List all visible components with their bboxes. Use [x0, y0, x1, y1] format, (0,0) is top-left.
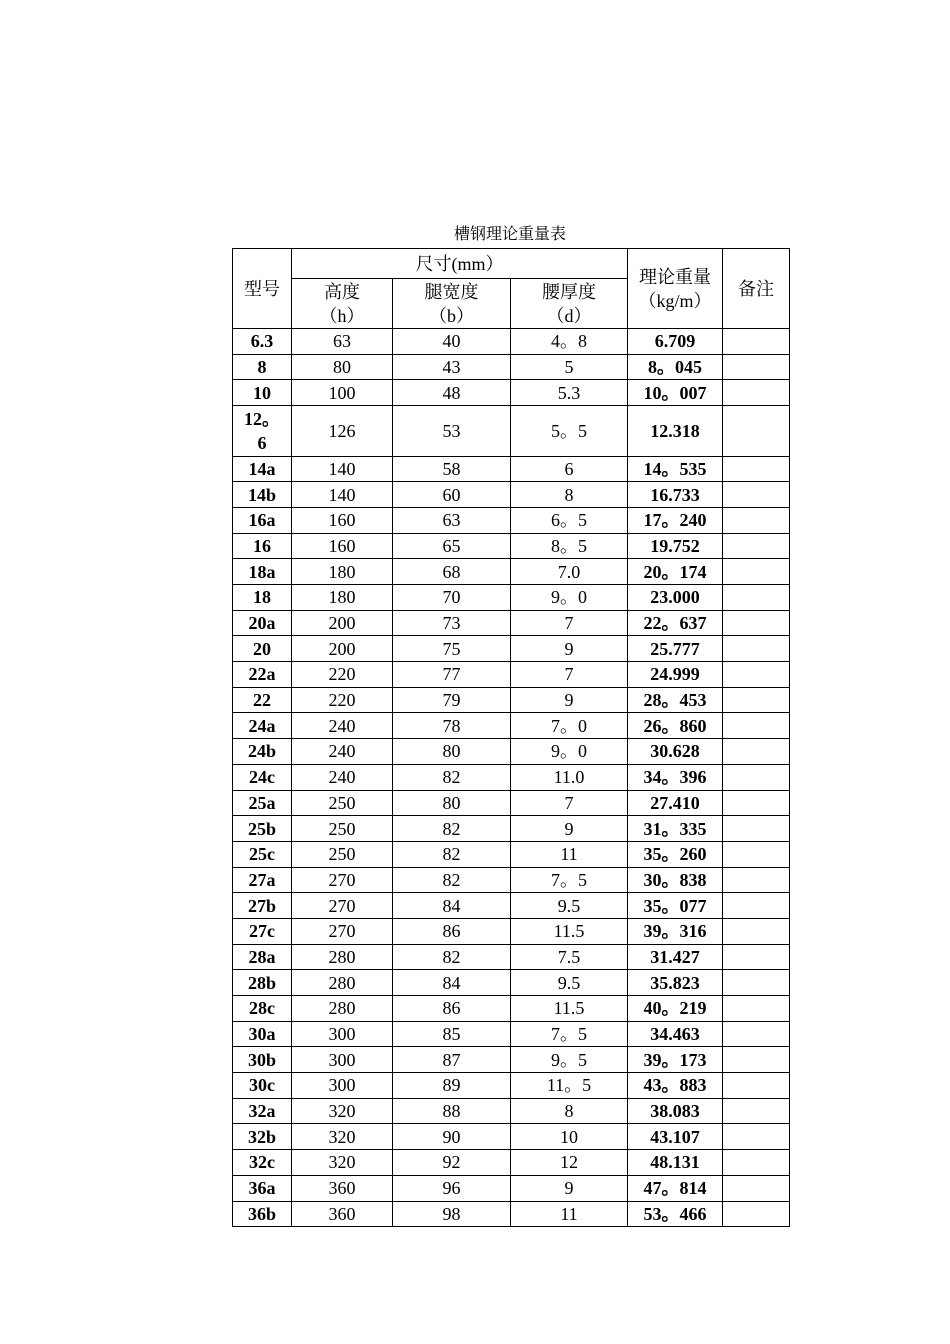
cell-leg-width: 86: [393, 996, 511, 1022]
cell-leg-width: 88: [393, 1098, 511, 1124]
cell-model: 24c: [233, 764, 292, 790]
cell-leg-width: 82: [393, 944, 511, 970]
cell-waist-thickness: 5。5: [511, 406, 628, 457]
cell-model: 6.3: [233, 329, 292, 355]
cell-model: 25c: [233, 841, 292, 867]
cell-waist-thickness: 11.5: [511, 918, 628, 944]
header-waist-symbol: （d）: [546, 305, 592, 326]
table-row: [233, 1047, 790, 1073]
cell-weight: 35。260: [628, 841, 723, 867]
header-waist-label: 腰厚度: [542, 281, 597, 302]
cell-height: 80: [292, 354, 393, 380]
header-dimensions: 尺寸(mm）: [292, 249, 628, 279]
cell-remark: [723, 1201, 790, 1227]
cell-height: 280: [292, 970, 393, 996]
table-row: [233, 482, 790, 508]
cell-remark: [723, 816, 790, 842]
cell-height: 250: [292, 816, 393, 842]
cell-remark: [723, 1124, 790, 1150]
cell-waist-thickness: 7。5: [511, 1021, 628, 1047]
cell-leg-width: 58: [393, 456, 511, 482]
cell-remark: [723, 354, 790, 380]
cell-model: 24b: [233, 739, 292, 765]
cell-leg-width: 87: [393, 1047, 511, 1073]
table-row: [233, 1175, 790, 1201]
table-row: [233, 636, 790, 662]
cell-model: 16: [233, 533, 292, 559]
cell-height: 300: [292, 1047, 393, 1073]
cell-leg-width: 82: [393, 841, 511, 867]
cell-waist-thickness: 11.0: [511, 764, 628, 790]
table-row: [233, 533, 790, 559]
cell-model: 30c: [233, 1073, 292, 1099]
cell-leg-width: 96: [393, 1175, 511, 1201]
cell-waist-thickness: 6。5: [511, 507, 628, 533]
cell-remark: [723, 329, 790, 355]
cell-waist-thickness: 7.5: [511, 944, 628, 970]
cell-model: 25b: [233, 816, 292, 842]
table-row: [233, 764, 790, 790]
header-height-symbol: （h）: [319, 305, 365, 326]
cell-remark: [723, 713, 790, 739]
table-row: [233, 893, 790, 919]
cell-height: 360: [292, 1201, 393, 1227]
cell-weight: 31.427: [628, 944, 723, 970]
cell-remark: [723, 996, 790, 1022]
cell-waist-thickness: 9: [511, 1175, 628, 1201]
cell-model: 20a: [233, 610, 292, 636]
table-row: [233, 585, 790, 611]
cell-waist-thickness: 11。5: [511, 1073, 628, 1099]
table-row: [233, 1201, 790, 1227]
cell-weight: 31。335: [628, 816, 723, 842]
header-remark: 备注: [723, 249, 790, 329]
cell-leg-width: 70: [393, 585, 511, 611]
cell-remark: [723, 739, 790, 765]
cell-height: 240: [292, 764, 393, 790]
cell-leg-width: 92: [393, 1150, 511, 1176]
cell-model: 18: [233, 585, 292, 611]
cell-remark: [723, 790, 790, 816]
cell-remark: [723, 610, 790, 636]
table-header: [233, 249, 790, 329]
cell-leg-width: 43: [393, 354, 511, 380]
cell-height: 200: [292, 610, 393, 636]
cell-leg-width: 48: [393, 380, 511, 406]
table-body: [233, 329, 790, 1227]
cell-remark: [723, 380, 790, 406]
cell-weight: 10。007: [628, 380, 723, 406]
cell-waist-thickness: 7.0: [511, 559, 628, 585]
cell-height: 300: [292, 1021, 393, 1047]
cell-leg-width: 84: [393, 893, 511, 919]
cell-weight: 19.752: [628, 533, 723, 559]
table-row: [233, 354, 790, 380]
cell-waist-thickness: 10: [511, 1124, 628, 1150]
cell-model: 18a: [233, 559, 292, 585]
cell-model: 10: [233, 380, 292, 406]
cell-waist-thickness: 8: [511, 1098, 628, 1124]
header-model: 型号: [233, 249, 292, 329]
cell-leg-width: 60: [393, 482, 511, 508]
header-leg-width-label: 腿宽度: [424, 281, 479, 302]
cell-model: 27a: [233, 867, 292, 893]
cell-model: 28b: [233, 970, 292, 996]
cell-weight: 39。316: [628, 918, 723, 944]
cell-remark: [723, 893, 790, 919]
cell-leg-width: 89: [393, 1073, 511, 1099]
cell-remark: [723, 841, 790, 867]
cell-model: 8: [233, 354, 292, 380]
cell-height: 126: [292, 406, 393, 457]
header-height: [292, 279, 393, 329]
cell-remark: [723, 867, 790, 893]
cell-height: 160: [292, 507, 393, 533]
table-row: [233, 456, 790, 482]
cell-model: 32c: [233, 1150, 292, 1176]
header-leg-width: [393, 279, 511, 329]
cell-weight: 23.000: [628, 585, 723, 611]
cell-weight: 43。883: [628, 1073, 723, 1099]
cell-weight: 17。240: [628, 507, 723, 533]
cell-weight: 47。814: [628, 1175, 723, 1201]
header-weight: [628, 249, 723, 329]
table-row: [233, 662, 790, 688]
table-row: [233, 790, 790, 816]
cell-height: 200: [292, 636, 393, 662]
cell-waist-thickness: 9。5: [511, 1047, 628, 1073]
cell-height: 220: [292, 662, 393, 688]
cell-model: 36a: [233, 1175, 292, 1201]
table-row: [233, 970, 790, 996]
cell-leg-width: 82: [393, 816, 511, 842]
table-row: [233, 713, 790, 739]
cell-height: 240: [292, 713, 393, 739]
cell-waist-thickness: 7。5: [511, 867, 628, 893]
cell-weight: 26。860: [628, 713, 723, 739]
cell-waist-thickness: 9: [511, 816, 628, 842]
cell-model: 14b: [233, 482, 292, 508]
cell-leg-width: 79: [393, 687, 511, 713]
cell-leg-width: 53: [393, 406, 511, 457]
cell-remark: [723, 636, 790, 662]
cell-waist-thickness: 7: [511, 790, 628, 816]
table-row: [233, 1150, 790, 1176]
cell-remark: [723, 585, 790, 611]
table-row: [233, 559, 790, 585]
table-row: [233, 1098, 790, 1124]
cell-waist-thickness: 11: [511, 841, 628, 867]
cell-remark: [723, 764, 790, 790]
header-weight-unit: （kg/m）: [638, 290, 712, 311]
cell-weight: 30。838: [628, 867, 723, 893]
cell-model: 32a: [233, 1098, 292, 1124]
cell-weight: 38.083: [628, 1098, 723, 1124]
cell-weight: 39。173: [628, 1047, 723, 1073]
cell-remark: [723, 1021, 790, 1047]
header-weight-label: 理论重量: [639, 266, 712, 287]
cell-waist-thickness: 11: [511, 1201, 628, 1227]
table-row: [233, 867, 790, 893]
cell-remark: [723, 1150, 790, 1176]
cell-remark: [723, 944, 790, 970]
cell-height: 180: [292, 585, 393, 611]
cell-weight: 27.410: [628, 790, 723, 816]
cell-model: 22: [233, 687, 292, 713]
table-row: [233, 329, 790, 355]
cell-height: 280: [292, 996, 393, 1022]
cell-remark: [723, 1098, 790, 1124]
table-row: [233, 739, 790, 765]
header-waist-thickness: [511, 279, 628, 329]
cell-waist-thickness: 9: [511, 636, 628, 662]
cell-waist-thickness: 11.5: [511, 996, 628, 1022]
cell-remark: [723, 1073, 790, 1099]
channel-steel-weight-table: [232, 248, 790, 1227]
cell-height: 300: [292, 1073, 393, 1099]
cell-waist-thickness: 12: [511, 1150, 628, 1176]
table-row: [233, 841, 790, 867]
cell-height: 220: [292, 687, 393, 713]
cell-height: 250: [292, 790, 393, 816]
table-row: [233, 816, 790, 842]
cell-leg-width: 63: [393, 507, 511, 533]
cell-remark: [723, 687, 790, 713]
table-row: [233, 1073, 790, 1099]
cell-waist-thickness: 9.5: [511, 970, 628, 996]
cell-waist-thickness: 5.3: [511, 380, 628, 406]
cell-waist-thickness: 5: [511, 354, 628, 380]
cell-leg-width: 80: [393, 739, 511, 765]
cell-remark: [723, 482, 790, 508]
cell-height: 160: [292, 533, 393, 559]
cell-waist-thickness: 9.5: [511, 893, 628, 919]
header-leg-width-symbol: （b）: [429, 305, 474, 326]
cell-remark: [723, 559, 790, 585]
cell-weight: 40。219: [628, 996, 723, 1022]
cell-leg-width: 40: [393, 329, 511, 355]
table-row: [233, 996, 790, 1022]
cell-waist-thickness: 7: [511, 610, 628, 636]
cell-weight: 43.107: [628, 1124, 723, 1150]
cell-height: 270: [292, 893, 393, 919]
cell-leg-width: 82: [393, 764, 511, 790]
cell-leg-width: 77: [393, 662, 511, 688]
cell-model: 24a: [233, 713, 292, 739]
cell-weight: 6.709: [628, 329, 723, 355]
cell-leg-width: 65: [393, 533, 511, 559]
cell-waist-thickness: 9。0: [511, 585, 628, 611]
cell-model: 25a: [233, 790, 292, 816]
cell-height: 140: [292, 482, 393, 508]
cell-height: 100: [292, 380, 393, 406]
cell-height: 270: [292, 867, 393, 893]
cell-height: 320: [292, 1098, 393, 1124]
cell-waist-thickness: 8。5: [511, 533, 628, 559]
cell-height: 320: [292, 1150, 393, 1176]
table-row: [233, 944, 790, 970]
cell-waist-thickness: 9: [511, 687, 628, 713]
cell-model: 27c: [233, 918, 292, 944]
cell-model: 30a: [233, 1021, 292, 1047]
cell-weight: 25.777: [628, 636, 723, 662]
cell-weight: 16.733: [628, 482, 723, 508]
table-row: [233, 610, 790, 636]
cell-waist-thickness: 8: [511, 482, 628, 508]
cell-leg-width: 78: [393, 713, 511, 739]
cell-remark: [723, 1175, 790, 1201]
cell-weight: 35。077: [628, 893, 723, 919]
cell-remark: [723, 507, 790, 533]
cell-weight: 22。637: [628, 610, 723, 636]
cell-waist-thickness: 7。0: [511, 713, 628, 739]
cell-leg-width: 86: [393, 918, 511, 944]
cell-leg-width: 80: [393, 790, 511, 816]
cell-leg-width: 68: [393, 559, 511, 585]
cell-weight: 48.131: [628, 1150, 723, 1176]
cell-height: 280: [292, 944, 393, 970]
cell-weight: 12.318: [628, 406, 723, 457]
cell-weight: 20。174: [628, 559, 723, 585]
table-row: [233, 918, 790, 944]
cell-model: 16a: [233, 507, 292, 533]
cell-weight: 34。396: [628, 764, 723, 790]
cell-waist-thickness: 9。0: [511, 739, 628, 765]
cell-leg-width: 82: [393, 867, 511, 893]
cell-height: 240: [292, 739, 393, 765]
cell-model: 12。6: [233, 406, 292, 457]
cell-remark: [723, 1047, 790, 1073]
cell-height: 270: [292, 918, 393, 944]
table-row: [233, 1124, 790, 1150]
cell-weight: 53。466: [628, 1201, 723, 1227]
cell-height: 140: [292, 456, 393, 482]
cell-model: 27b: [233, 893, 292, 919]
cell-weight: 28。453: [628, 687, 723, 713]
cell-model: 32b: [233, 1124, 292, 1150]
header-height-label: 高度: [324, 281, 360, 302]
cell-model: 30b: [233, 1047, 292, 1073]
cell-leg-width: 98: [393, 1201, 511, 1227]
cell-model: 14a: [233, 456, 292, 482]
cell-weight: 24.999: [628, 662, 723, 688]
cell-leg-width: 85: [393, 1021, 511, 1047]
cell-waist-thickness: 6: [511, 456, 628, 482]
table-row: [233, 507, 790, 533]
cell-model: 22a: [233, 662, 292, 688]
cell-remark: [723, 918, 790, 944]
cell-model: 28a: [233, 944, 292, 970]
table-row: [233, 1021, 790, 1047]
cell-waist-thickness: 4。8: [511, 329, 628, 355]
cell-waist-thickness: 7: [511, 662, 628, 688]
table-row: [233, 687, 790, 713]
cell-height: 360: [292, 1175, 393, 1201]
cell-weight: 14。535: [628, 456, 723, 482]
table-row: [233, 380, 790, 406]
cell-height: 180: [292, 559, 393, 585]
cell-height: 320: [292, 1124, 393, 1150]
cell-weight: 30.628: [628, 739, 723, 765]
cell-height: 250: [292, 841, 393, 867]
table-row: [233, 406, 790, 457]
cell-height: 63: [292, 329, 393, 355]
cell-remark: [723, 533, 790, 559]
cell-model: 20: [233, 636, 292, 662]
cell-remark: [723, 406, 790, 457]
cell-leg-width: 75: [393, 636, 511, 662]
cell-weight: 35.823: [628, 970, 723, 996]
cell-model: 28c: [233, 996, 292, 1022]
cell-leg-width: 84: [393, 970, 511, 996]
cell-leg-width: 73: [393, 610, 511, 636]
cell-remark: [723, 456, 790, 482]
cell-weight: 8。045: [628, 354, 723, 380]
table-title: 槽钢理论重量表: [453, 226, 566, 243]
cell-weight: 34.463: [628, 1021, 723, 1047]
cell-remark: [723, 662, 790, 688]
cell-model: 36b: [233, 1201, 292, 1227]
cell-leg-width: 90: [393, 1124, 511, 1150]
cell-remark: [723, 970, 790, 996]
